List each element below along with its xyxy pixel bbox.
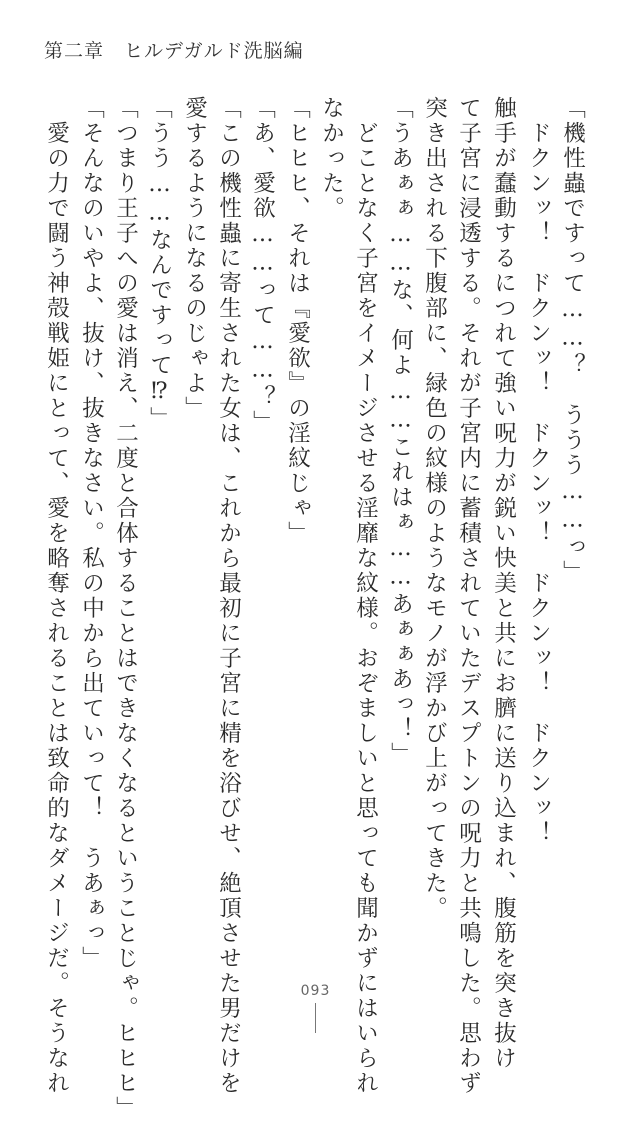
- text-column: 突き出される下腹部に、緑色の紋様のようなモノが浮かび上がってきた。: [421, 96, 448, 921]
- text-column: 「あ、愛欲……って……？」: [249, 96, 276, 435]
- page-number: 093: [300, 983, 331, 999]
- text-column: 触手が蠢動するにつれて強い呪力が鋭い快美と共にお臍に送り込まれ、腹筋を突き抜け: [490, 96, 517, 1071]
- page-number-rule: [315, 1003, 316, 1033]
- text-column: どことなく子宮をイメージさせる淫靡な紋様。おぞましいと思っても聞かずにはいられ: [352, 96, 379, 1096]
- text-column: 「つまり王子への愛は消え、二度と合体することはできなくなるということじゃ。ヒヒヒ」: [112, 96, 139, 1121]
- text-column: て子宮に浸透する。それが子宮内に蓄積されていたデスプトンの呪力と共鳴した。思わず: [455, 96, 482, 1096]
- text-column: 愛するようになるのじゃよ」: [181, 96, 208, 421]
- text-column: ドクンッ！ ドクンッ！ ドクンッ！ ドクンッ！ ドクンッ！: [525, 96, 552, 846]
- text-column: 「この機性蟲に寄生された女は、これから最初に子宮に精を浴びせ、絶頂させた男だけを: [215, 96, 242, 1096]
- text-column: 「うう……なんですって⁉」: [146, 96, 173, 432]
- text-column: 「機性蟲ですって……？ ううう……っ」: [559, 96, 586, 585]
- text-column: 愛の力で闘う神殻戦姫にとって、愛を略奪されることは致命的なダメージだ。そうなれ: [43, 96, 70, 1096]
- text-column: 「そんなのいやよ、抜け、抜きなさい。私の中から出ていって！ うあぁっ」: [78, 96, 105, 971]
- text-column: なかった。: [318, 96, 345, 221]
- text-column: 「うあぁぁ……な、何よ……これはぁ……あぁぁあっ！」: [387, 96, 414, 767]
- chapter-header: 第二章 ヒルデガルド洗脳編: [44, 40, 304, 62]
- text-column: 「ヒヒヒ、それは『愛欲』の淫紋じゃ」: [284, 96, 311, 546]
